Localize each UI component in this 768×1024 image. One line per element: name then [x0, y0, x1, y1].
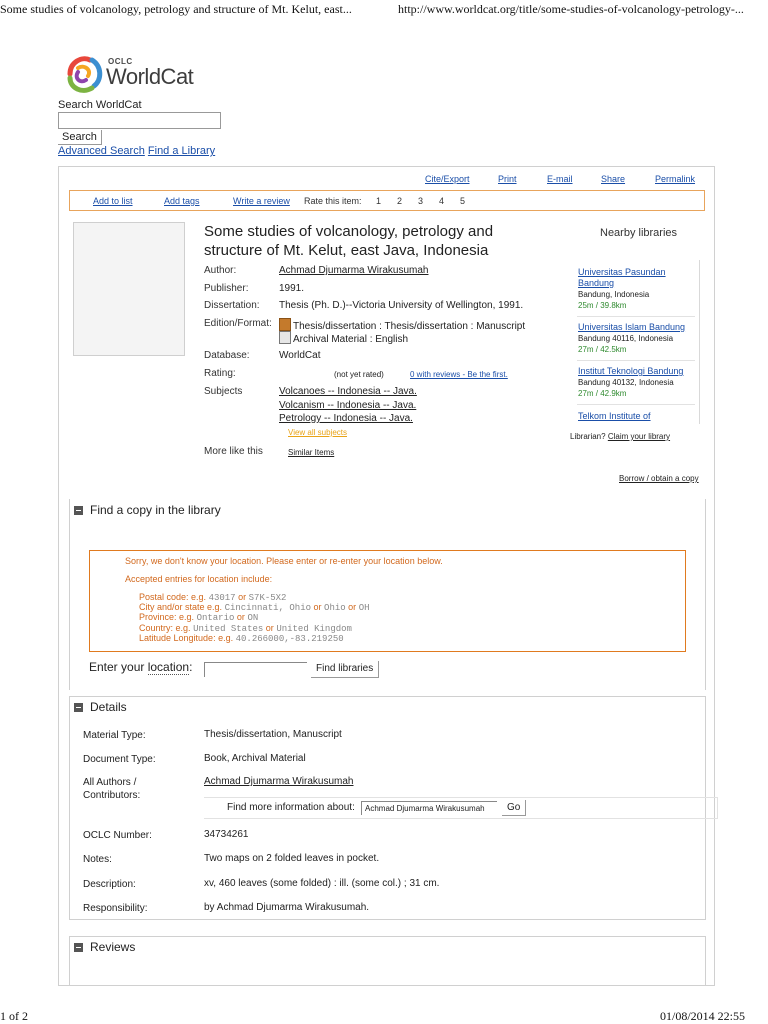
print-footer-page: 1 of 2: [0, 1009, 28, 1023]
share-link[interactable]: Share: [601, 174, 626, 184]
library-item[interactable]: [578, 267, 698, 311]
details-header[interactable]: [74, 700, 127, 714]
postal-eg: e.g.: [191, 592, 207, 602]
claim-library-link[interactable]: Claim your library: [607, 432, 671, 441]
city-label: City and/or state: [139, 602, 205, 612]
library-name[interactable]: Universitas Islam Bandung: [578, 322, 686, 332]
postal-ex2: S7K-5X2: [248, 593, 287, 603]
location-accepted-heading: Accepted entries for location include:: [125, 574, 273, 584]
city-ex1: Cincinnati, Ohio: [224, 603, 311, 613]
responsibility-label: Responsibility:: [83, 903, 148, 914]
document-type-value: Book, Archival Material: [204, 753, 306, 764]
library-address: Bandung 40132, Indonesia: [578, 378, 674, 387]
search-input[interactable]: [58, 112, 221, 129]
location-sorry-message: Sorry, we don't know your location. Please enter or re-enter your location below.: [125, 556, 443, 566]
oclc-number-label: OCLC Number:: [83, 830, 152, 841]
or-text: or: [265, 623, 274, 633]
publisher-label: Publisher:: [204, 283, 249, 294]
or-text: or: [313, 602, 322, 612]
province-label: Province:: [139, 612, 177, 622]
divider: [577, 404, 695, 405]
document-type-label: Document Type:: [83, 754, 156, 765]
worldcat-logo[interactable]: [62, 52, 222, 96]
more-like-this-label: More like this: [204, 446, 263, 457]
or-text: or: [238, 592, 247, 602]
print-link[interactable]: Print: [498, 174, 517, 184]
authors-link[interactable]: Achmad Djumarma Wirakusumah: [204, 776, 354, 787]
find-copy-header[interactable]: [74, 503, 221, 517]
reviews-title: Reviews: [90, 940, 136, 954]
enter-suffix: :: [189, 660, 193, 674]
rating-label: Rating:: [204, 368, 236, 379]
subject-link-2[interactable]: Volcanism -- Indonesia -- Java.: [279, 400, 417, 411]
library-item[interactable]: [578, 322, 698, 355]
format-2-text: Archival Material : English: [293, 334, 409, 345]
country-ex1: United States: [193, 624, 264, 634]
archival-material-icon: [279, 331, 291, 344]
latlong-ex: 40.266000,-83.219250: [235, 634, 344, 644]
notes-value: Two maps on 2 folded leaves in pocket.: [204, 853, 380, 864]
responsibility-value: by Achmad Djumarma Wirakusumah.: [204, 902, 370, 913]
write-review-link[interactable]: Write a review: [233, 196, 290, 206]
author-link[interactable]: Achmad Djumarma Wirakusumah: [279, 265, 429, 276]
publisher-value: 1991.: [279, 283, 305, 294]
rating-value: (not yet rated): [334, 370, 384, 379]
collapse-icon[interactable]: [74, 506, 83, 515]
library-address: Bandung 40116, Indonesia: [578, 334, 674, 343]
latlong-eg: e.g.: [218, 633, 234, 643]
action-bar: [69, 190, 705, 211]
authors-label-line2: Contributors:: [83, 790, 141, 801]
location-input[interactable]: [204, 662, 307, 677]
email-link[interactable]: E-mail: [547, 174, 573, 184]
location-notice: [89, 550, 686, 652]
add-tags-link[interactable]: Add tags: [164, 196, 200, 206]
library-distance: 27m / 42.9km: [578, 389, 627, 398]
format-1-text: Thesis/dissertation : Thesis/dissertation : Manuscript: [293, 321, 526, 332]
print-header-url: http://www.worldcat.org/title/some-studies-of-volcanology-petrology-...: [398, 2, 744, 16]
divider: [577, 360, 695, 361]
subject-link-3[interactable]: Petrology -- Indonesia -- Java.: [279, 413, 413, 424]
divider: [577, 316, 695, 317]
country-ex2: United Kingdom: [276, 624, 352, 634]
borrow-obtain-link[interactable]: Borrow / obtain a copy: [619, 474, 699, 483]
subject-link-1[interactable]: Volcanoes -- Indonesia -- Java.: [279, 386, 417, 397]
rate-3[interactable]: 3: [418, 196, 424, 206]
format-label: Edition/Format:: [204, 318, 272, 329]
province-example: [139, 612, 258, 623]
authors-label: [83, 776, 193, 802]
or-text: or: [348, 602, 357, 612]
city-eg: e.g.: [207, 602, 223, 612]
find-copy-title: Find a copy in the library: [90, 503, 221, 517]
nearby-libraries-title: Nearby libraries: [600, 227, 678, 239]
rate-1[interactable]: 1: [376, 196, 382, 206]
permalink-link[interactable]: Permalink: [655, 174, 696, 184]
oclc-number-value: 34734261: [204, 829, 249, 840]
similar-items-link[interactable]: Similar Items: [288, 448, 335, 457]
find-library-link[interactable]: Find a Library: [147, 145, 216, 157]
cite-export-link[interactable]: Cite/Export: [425, 174, 470, 184]
rate-2[interactable]: 2: [397, 196, 403, 206]
country-eg: e.g.: [175, 623, 191, 633]
collapse-icon[interactable]: [74, 943, 83, 952]
find-more-label: Find more information about:: [227, 802, 355, 813]
library-item[interactable]: [578, 366, 698, 399]
latlong-example: [139, 633, 344, 644]
province-ex1: Ontario: [196, 613, 235, 623]
material-type-label: Material Type:: [83, 730, 146, 741]
nearby-libraries-list[interactable]: [573, 260, 700, 424]
reviews-link[interactable]: 0 with reviews - Be the first.: [410, 370, 508, 379]
claim-library-line: [570, 432, 670, 441]
library-name[interactable]: Universitas Pasundan: [578, 267, 666, 277]
author-label: Author:: [204, 265, 237, 276]
dissertation-label: Dissertation:: [204, 300, 260, 311]
enter-prefix: Enter your: [89, 660, 145, 674]
find-libraries-button[interactable]: Find libraries: [311, 661, 379, 678]
enter-location-label: [89, 660, 192, 674]
print-footer-date: 01/08/2014 22:55: [660, 1009, 746, 1023]
view-all-subjects-link[interactable]: View all subjects: [288, 428, 347, 437]
cover-image-placeholder: [73, 222, 185, 356]
province-eg: e.g.: [179, 612, 195, 622]
city-ex2: Ohio: [324, 603, 346, 613]
search-label: Search WorldCat: [58, 99, 142, 111]
search-button[interactable]: Search: [58, 130, 102, 145]
reviews-header[interactable]: [74, 940, 135, 954]
dissertation-value: Thesis (Ph. D.)--Victoria University of Wellington, 1991.: [279, 300, 524, 311]
library-distance: 25m / 39.8km: [578, 301, 627, 310]
postal-ex1: 43017: [208, 593, 236, 603]
format-value-1: [279, 318, 525, 332]
librarian-prefix: Librarian?: [570, 432, 606, 441]
collapse-icon[interactable]: [74, 703, 83, 712]
add-to-list-link[interactable]: Add to list: [93, 196, 133, 206]
library-name[interactable]: Institut Teknologi Bandung: [578, 366, 684, 376]
library-item[interactable]: [578, 411, 698, 422]
find-more-box: [204, 797, 718, 819]
advanced-search-link[interactable]: Advanced Search: [58, 145, 145, 157]
rate-5[interactable]: 5: [460, 196, 466, 206]
latlong-label: Latitude Longitude:: [139, 633, 216, 643]
find-more-select[interactable]: Achmad Djumarma Wirakusumah: [361, 801, 497, 815]
search-links: [58, 145, 215, 157]
reviews-section: [69, 936, 706, 986]
database-label: Database:: [204, 350, 250, 361]
record-title: [204, 222, 554, 260]
rate-label: Rate this item:: [304, 196, 362, 206]
library-name[interactable]: Telkom Institute of: [578, 411, 651, 421]
logo-oclc-text: OCLC: [108, 57, 133, 66]
thesis-icon: [279, 318, 291, 331]
description-value: xv, 460 leaves (some folded) : ill. (some col.) ; 31 cm.: [204, 878, 440, 889]
details-title: Details: [90, 700, 127, 714]
database-value: WorldCat: [279, 350, 321, 361]
format-value-2: [279, 331, 408, 345]
enter-location-word: location: [147, 660, 190, 674]
material-type-value: Thesis/dissertation, Manuscript: [204, 729, 342, 740]
province-ex2: ON: [247, 613, 259, 623]
country-label: Country:: [139, 623, 174, 633]
library-address: Bandung, Indonesia: [578, 290, 650, 299]
record-title-line2: structure of Mt. Kelut, east Java, Indonesia: [204, 242, 489, 259]
record-title-line1: Some studies of volcanology, petrology and: [204, 223, 494, 240]
rate-4[interactable]: 4: [439, 196, 445, 206]
postal-label: Postal code:: [139, 592, 189, 602]
city-ex3: OH: [358, 603, 370, 613]
worldcat-logo-icon: [62, 52, 106, 96]
go-button[interactable]: Go: [502, 800, 526, 816]
description-label: Description:: [83, 879, 136, 890]
library-distance: 27m / 42.5km: [578, 345, 627, 354]
authors-label-line1: All Authors /: [83, 777, 137, 788]
library-name-cont[interactable]: Bandung: [578, 278, 615, 288]
or-text: or: [236, 612, 245, 622]
logo-wordmark: WorldCat: [106, 64, 194, 89]
subjects-label: Subjects: [204, 386, 243, 397]
notes-label: Notes:: [83, 854, 112, 865]
print-header-title: Some studies of volcanology, petrology and structure of Mt. Kelut, east...: [0, 2, 352, 16]
